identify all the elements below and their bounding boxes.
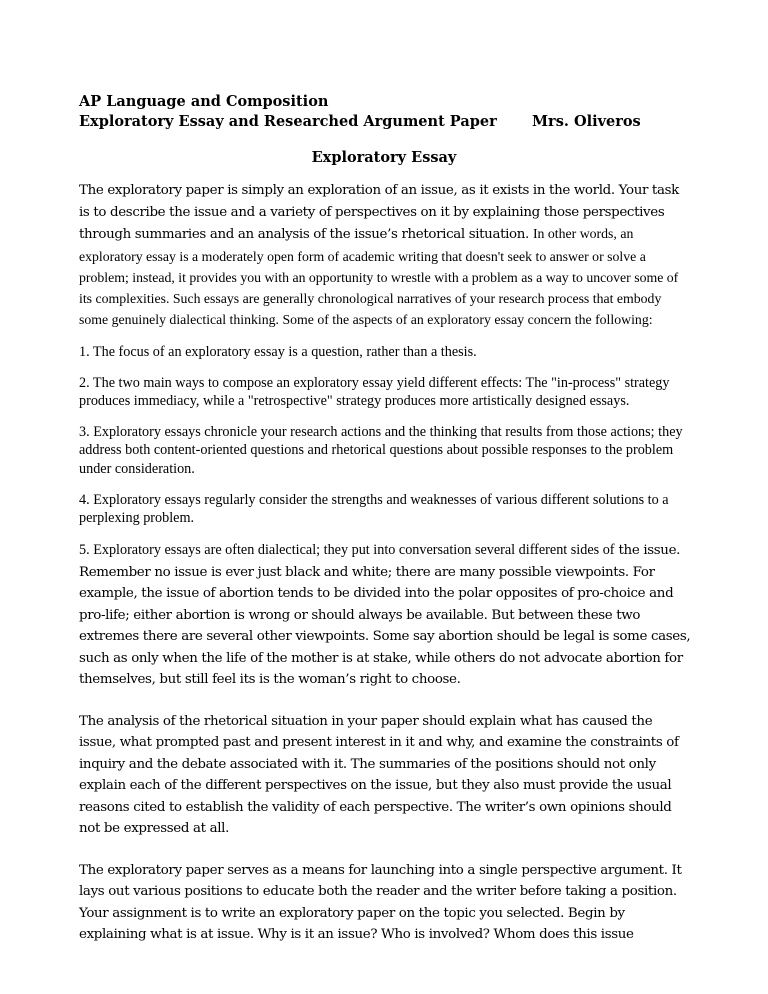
assignment-title: Exploratory Essay and Researched Argument Paper xyxy=(79,113,497,130)
analysis-paragraph: The analysis of the rhetorical situation in your paper should explain what has caused the issue, what prompted past and present interest in it and why, and examine the constraints of inquiry and the debate associated with it. The summaries of the positions should not only explain each of the different perspectives on the issue, but they also must provide the usual reasons cited to establish the validity of each perspective. The writer’s own opinions should not be expressed at all. xyxy=(79,713,679,837)
course-title: AP Language and Composition xyxy=(79,93,329,110)
point-5-part-2: the issue. Remember no issue is ever just black and white; there are many possible viewpoints. For example, the issue of abortion tends to be divided into the polar opposites of pro-choice and pro-life; either abortion is wrong or should always be available. But between these two extremes there are several other viewpoints. Some say abortion should be legal is some cases, such as only when the life of the mother is at stake, while others do not advocate abortion for themselves, but still feel its is the woman’s right to choose. xyxy=(79,543,691,688)
final-paragraph: The exploratory paper serves as a means for launching into a single perspective argument. It lays out various positions to educate both the reader and the writer before taking a position. Your assignment is to write an exploratory paper on the topic you selected. Begin by explaining what is at issue. Why is it an issue? Who is involved? Whom does this issue xyxy=(79,862,682,943)
intro-paragraph xyxy=(79,180,691,330)
section-title: Exploratory Essay xyxy=(311,149,457,166)
teacher-name: Mrs. Oliveros xyxy=(532,113,641,130)
point-5-part-1: 5. Exploratory essays are often dialectical; they put into conversation several different sides of xyxy=(79,542,615,559)
point-2: 2. The two main ways to compose an exploratory essay yield different effects: The "in-process" strategy produces immediacy, while a "retrospective" strategy produces more artistically designed essays. xyxy=(79,374,670,409)
point-4: 4. Exploratory essays regularly consider the strengths and weaknesses of various different solutions to a perplexing problem. xyxy=(79,491,669,526)
document-body xyxy=(79,180,691,946)
intro-part-1: The exploratory paper is simply an exploration of an issue, as it exists in the world. Your task is to describe the issue and a variety of perspectives on it by explaining those perspectives through summaries and an analysis of the issue’s rhetorical situation. xyxy=(79,183,679,242)
point-1: 1. The focus of an exploratory essay is a question, rather than a thesis. xyxy=(79,343,477,360)
intro-part-2: In other words, an exploratory essay is a moderately open form of academic writing that doesn't seek to answer or solve a problem; instead, it provides you with an opportunity to wrestle with a problem as a way to uncover some of its complexities. Such essays are generally chronological narratives of your research process that embody some genuinely dialectical thinking. Some of the aspects of an exploratory essay concern the following: xyxy=(79,226,679,327)
point-5 xyxy=(79,540,691,691)
point-3: 3. Exploratory essays chronicle your research actions and the thinking that results from those actions; they address both content-oriented questions and rhetorical questions about possible responses to the problem under consideration. xyxy=(79,424,683,477)
